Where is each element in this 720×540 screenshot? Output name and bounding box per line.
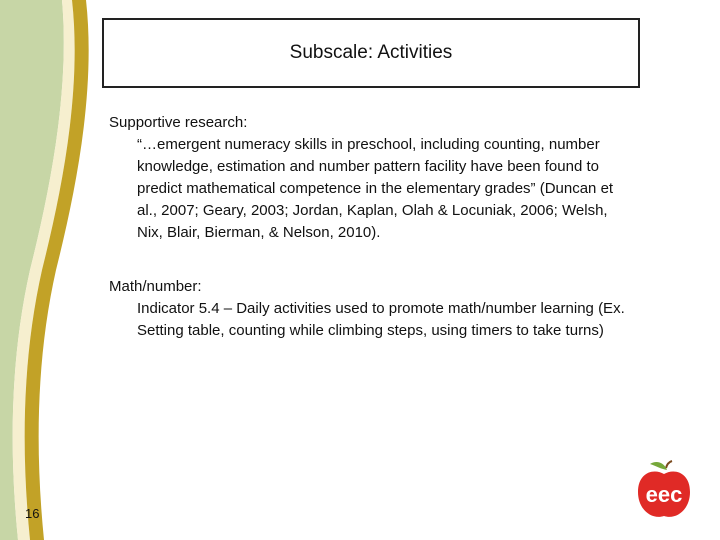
- logo-text: eec: [645, 482, 683, 507]
- math-indicator: Indicator 5.4 – Daily activities used to promote math/number learning (Ex. Setting table, counting while climbing steps, using timers to take turns): [137, 300, 625, 339]
- side-decoration: [0, 0, 110, 540]
- apple-logo-icon: [634, 460, 694, 522]
- math-heading: Math/number:: [109, 278, 202, 295]
- title-box: [102, 18, 640, 88]
- logo-stem: [666, 461, 672, 468]
- page-number: 16: [25, 506, 40, 521]
- research-quote: “…emergent numeracy skills in preschool, including counting, number knowledge, estimation and number pattern facility have been found to predict mathematical competence in the elementary grades” (Duncan et al., 2007; Geary, 2003; Jordan, Kaplan, Olah & Locuniak, 2006; Welsh, Nix, Blair, Bierman, & Nelson, 2010).: [137, 136, 614, 241]
- math-section: [109, 276, 637, 342]
- logo-leaf: [650, 462, 667, 470]
- slide-title: Subscale: Activities: [289, 42, 453, 63]
- research-section: [109, 112, 637, 244]
- research-heading: Supportive research:: [109, 114, 248, 131]
